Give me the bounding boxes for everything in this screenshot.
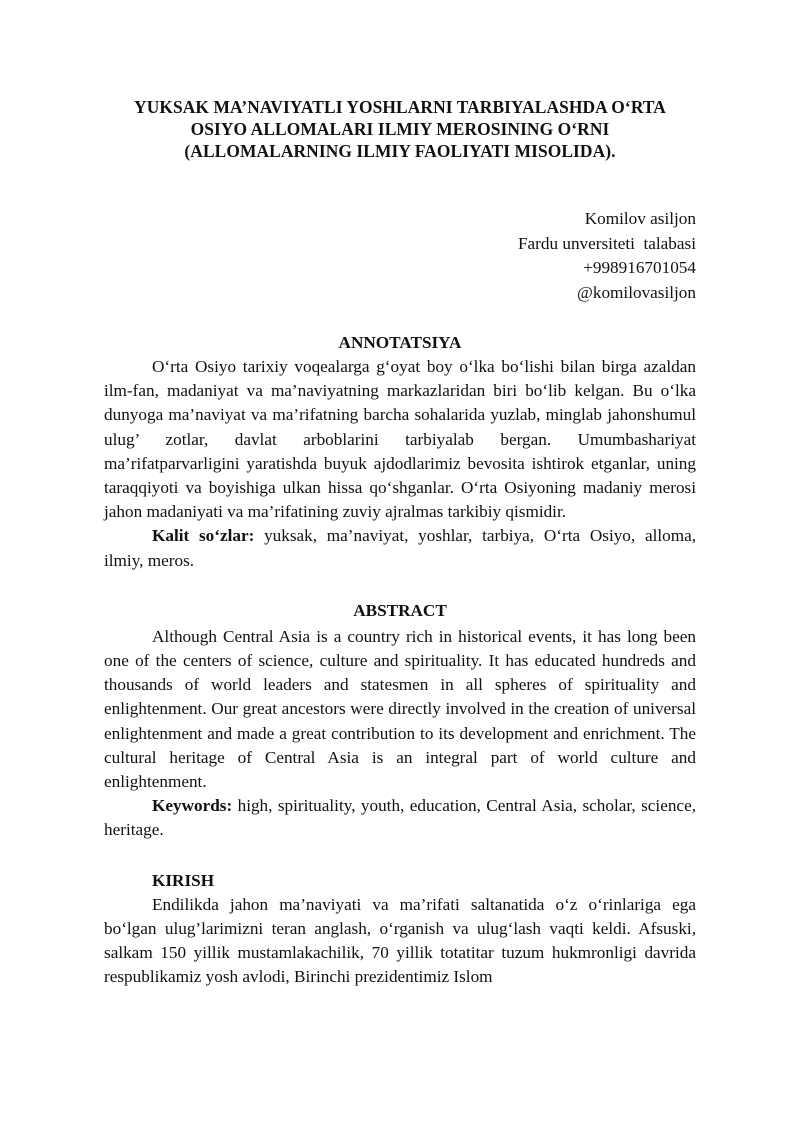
- abstract-paragraph: Although Central Asia is a country rich in historical events, it has long been one of the centers of science, culture and spirituality. It has educated hundreds and thousands of world leaders and statesmen in all spheres of spirituality and enlightenment. Our great ancestors were directly involved in the creation of universal enlightenment and made a great contribution to its development and enrichment. The cultural heritage of Central Asia is an integral part of world culture and enlightenment.: [104, 626, 696, 792]
- abstract-keywords-list: high, spirituality, youth, education, Central Asia, scholar, science, heritage.: [104, 796, 696, 840]
- paper-title-line-2: OSIYO ALLOMALARI ILMIY MEROSINING O‘RNI: [190, 119, 610, 139]
- annotation-keywords-list: yuksak, ma’naviyat, yoshlar, tarbiya, O‘rta Osiyo, alloma, ilmiy, meros.: [104, 526, 697, 570]
- paper-title-line-1: YUKSAK MA’NAVIYATLI YOSHLARNI TARBIYALASHDA O‘RTA: [134, 97, 666, 117]
- annotation-heading: ANNOTATSIYA: [338, 333, 462, 352]
- document-page: [104, 96, 696, 989]
- author-handle: @komilovasiljon: [577, 282, 696, 302]
- author-affiliation: Fardu unversiteti talabasi: [517, 233, 696, 253]
- paper-title-line-3: (ALLOMALARNING ILMIY FAOLIYATI MISOLIDA).: [184, 141, 616, 161]
- abstract-keywords: [104, 794, 696, 842]
- abstract-keywords-label: Keywords:: [152, 796, 233, 816]
- intro-heading: KIRISH: [152, 870, 215, 890]
- annotation-paragraph: O‘rta Osiyo tarixiy voqealarga g‘oyat boy o‘lka bo‘lishi bilan birga azaldan ilm-fan, madaniyat va ma’naviyatning markazlaridan biri bo‘lib kelgan. Bu o‘lka dunyoga ma’naviyat va ma’rifatning barcha sohalarida yuzlab, minglab jahonshumul ulug’ zotlar, davlat arboblarini tarbiyalab bergan. Umumbashariyat ma’rifatparvarligini yaratishda buyuk ajdodlarimiz bevosita ishtirok etganlar, uning taraqqiyoti va boyishiga ulkan hissa qo‘shganlar. O‘rta Osiyoning madaniy merosi jahon madaniyati va ma’rifatining zuviy ajralmas tarkibiy qismidir.: [104, 357, 696, 522]
- paper-title: [104, 96, 696, 162]
- intro-paragraph: Endilikda jahon ma’naviyati va ma’rifati saltanatida o‘z o‘rinlariga ega bo‘lgan ulug’larimizni teran anglash, o‘rganish va ulug‘lash vaqti keldi. Afsuski, salkam 150 yillik mustamlakachilik, 70 yillik totatitar tuzum hukmronligi davrida respublikamiz yosh avlodi, Birinchi prezidentimiz Islom: [104, 894, 696, 987]
- author-block: [104, 207, 696, 305]
- author-phone: +998916701054: [583, 258, 696, 277]
- annotation-keywords: [104, 524, 696, 572]
- author-name: Komilov asiljon: [584, 209, 696, 228]
- abstract-heading: ABSTRACT: [353, 600, 447, 620]
- annotation-keywords-label: Kalit so‘zlar:: [152, 526, 255, 546]
